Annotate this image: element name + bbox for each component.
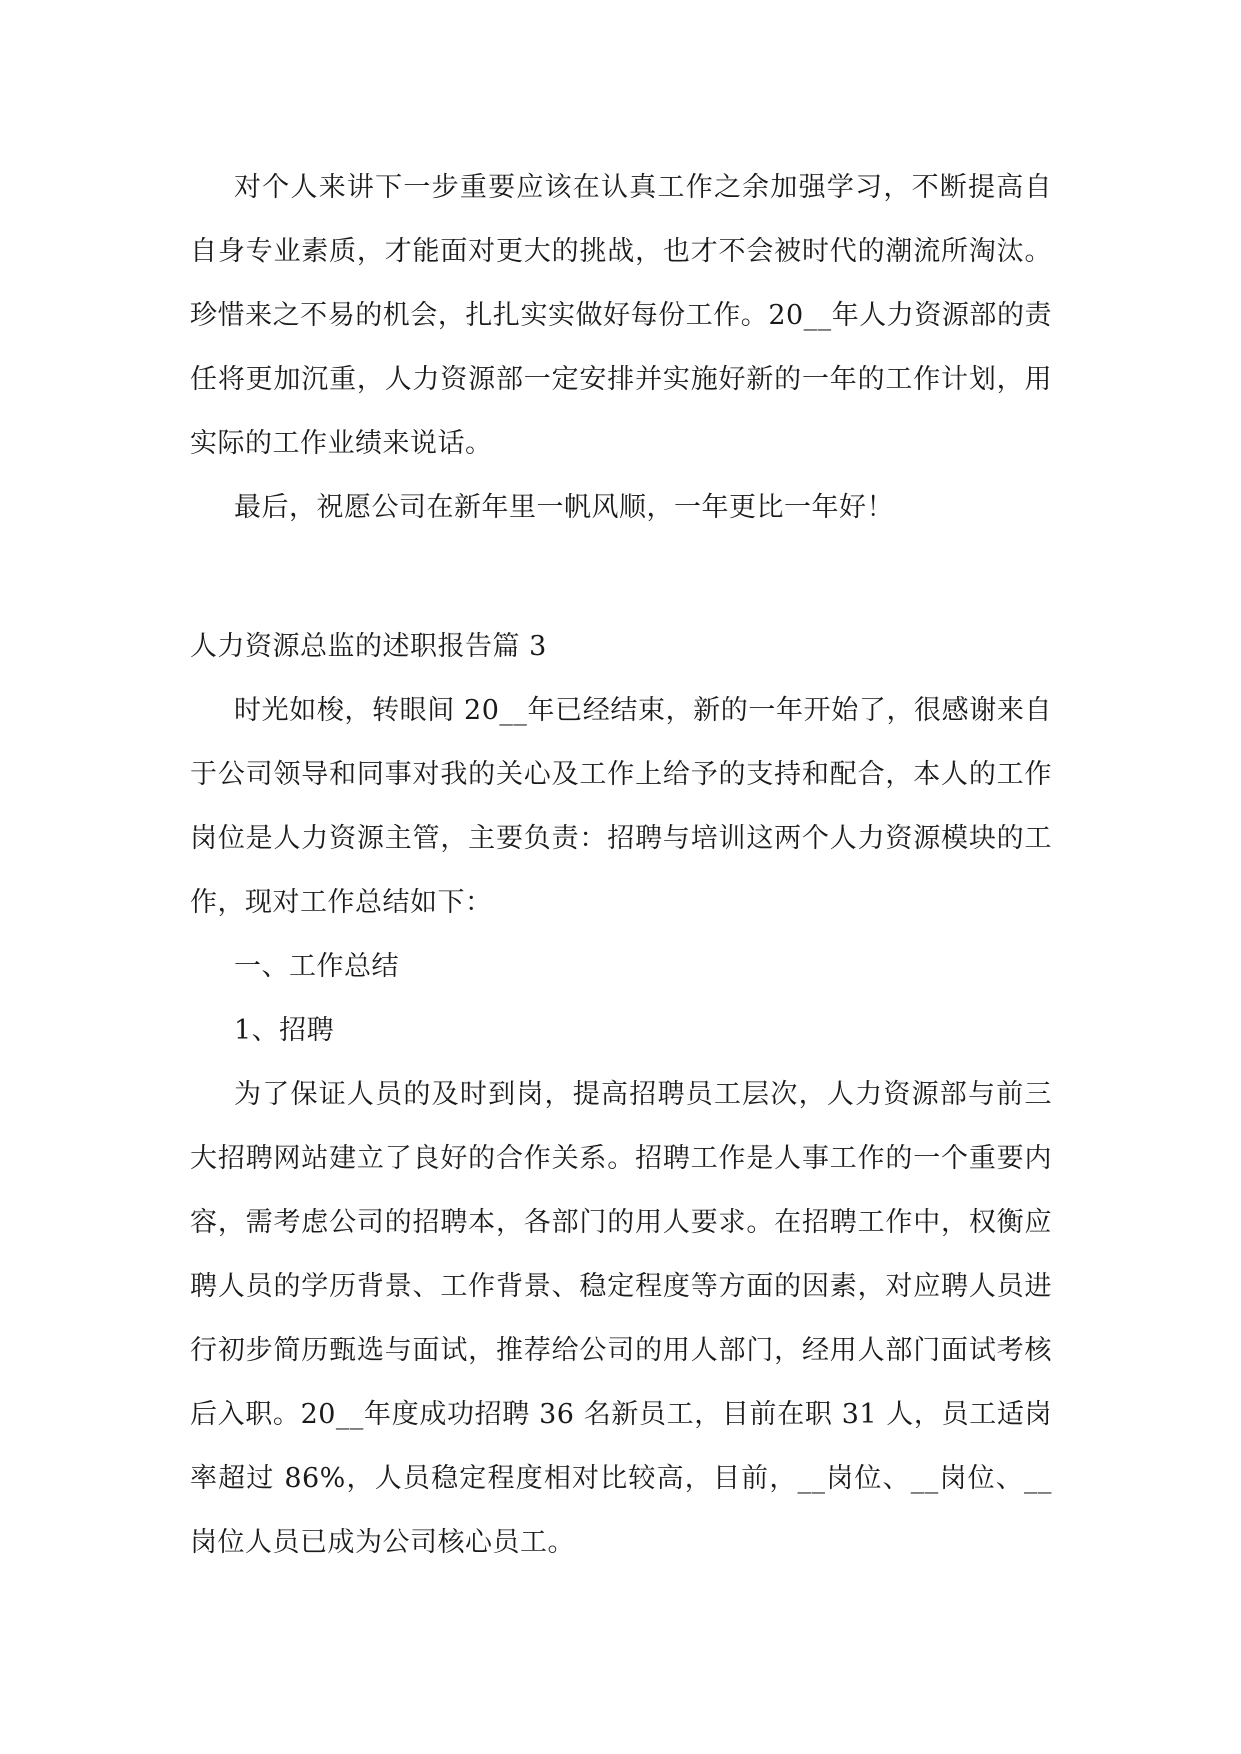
- section-title: 人力资源总监的述职报告篇 3: [190, 631, 547, 662]
- document-body: [190, 156, 1052, 1575]
- paragraph-intro: 时光如梭，转眼间 20__年已经结束，新的一年开始了，很感谢来自于公司领导和同事对我的关心及工作上给予的支持和配合，本人的工作岗位是人力资源主管，主要负责：招聘与培训这两个人力资源模块的工作，现对工作总结如下：: [190, 695, 1052, 918]
- subheading-recruitment: 1、招聘: [234, 1015, 335, 1046]
- paragraph-self-development: 对个人来讲下一步重要应该在认真工作之余加强学习，不断提高自自身专业素质，才能面对更大的挑战，也才不会被时代的潮流所淘汰。珍惜来之不易的机会，扎扎实实做好每份工作。20__年人力资源部的责任将更加沉重，人力资源部一定安排并实施好新的一年的工作计划，用实际的工作业绩来说话。: [190, 172, 1052, 459]
- paragraph-closing-wish: 最后，祝愿公司在新年里一帆风顺，一年更比一年好！: [234, 492, 894, 523]
- subheading-work-summary: 一、工作总结: [234, 951, 399, 982]
- paragraph-recruitment: 为了保证人员的及时到岗，提高招聘员工层次，人力资源部与前三大招聘网站建立了良好的合作关系。招聘工作是人事工作的一个重要内容，需考虑公司的招聘本，各部门的用人要求。在招聘工作中，权衡应聘人员的学历背景、工作背景、稳定程度等方面的因素，对应聘人员进行初步简历甄选与面试，推荐给公司的用人部门，经用人部门面试考核后入职。20__年度成功招聘 36 名新员工，目前在职 31 人，员工适岗率超过 86%，人员稳定程度相对比较高，目前，__岗位、__岗位、__岗位人员已成为公司核心员工。: [190, 1079, 1052, 1558]
